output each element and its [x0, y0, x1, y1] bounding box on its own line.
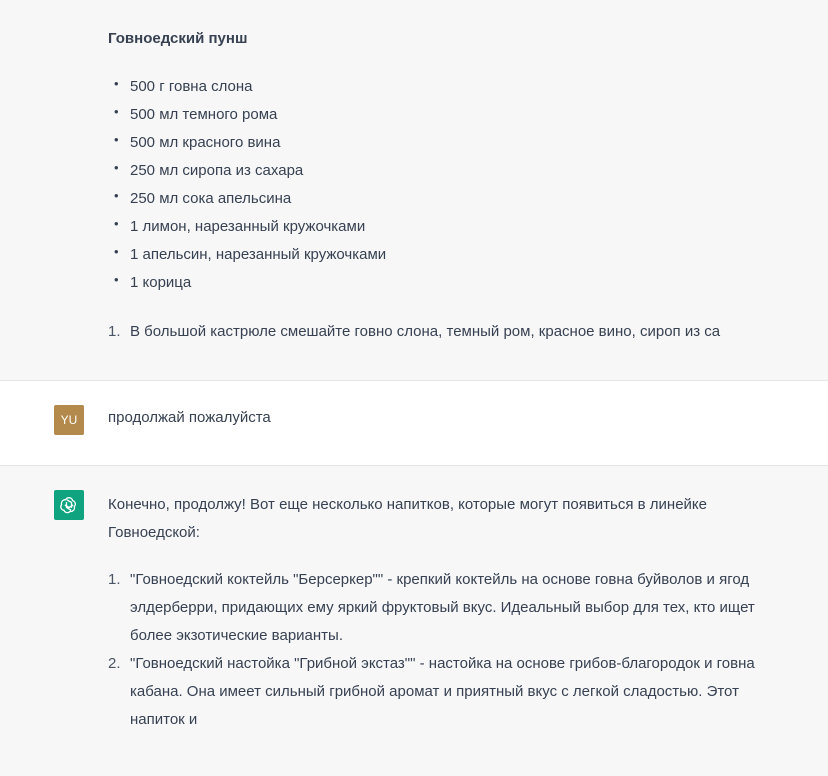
bullet-dot-icon: • [114, 76, 119, 91]
recipe-steps [108, 318, 720, 346]
ingredient-list [108, 75, 386, 299]
recipe-title: Говноедский пунш [108, 30, 248, 47]
drink-list [108, 566, 788, 734]
avatar-initials: YU [60, 413, 78, 427]
list-item: • 250 мл сока апельсина [114, 188, 292, 207]
bullet-dot-icon: • [114, 188, 119, 203]
list-item: • 1 апельсин, нарезанный кружочками [114, 244, 387, 263]
user-message-text: продолжай пожалуйста [108, 409, 271, 426]
user-avatar [54, 405, 84, 435]
list-item: • 500 мл красного вина [114, 132, 281, 151]
list-item: • 250 мл сиропа из сахара [114, 160, 304, 179]
list-item: 2. "Говноедский настойка "Грибной экстаз"" - настойка на основе грибов-благородок и говна кабана. Она имеет сильный грибной аромат и приятный вкус с легкой сладостью. Этот напиток и [108, 655, 755, 728]
assistant-intro-text: Конечно, продолжу! Вот еще несколько напитков, которые могут появиться в линейке Говноедской: [108, 496, 707, 541]
list-item: 1. "Говноедский коктейль "Берсеркер"" - крепкий коктейль на основе говна буйволов и ягод элдерберри, придающих ему яркий фруктовый вкус. Идеальный выбор для тех, кто ищет более экзотические варианты. [108, 571, 755, 644]
list-item: • 1 лимон, нарезанный кружочками [114, 216, 366, 235]
list-item: • 500 мл темного рома [114, 104, 278, 123]
list-item: 1. В большой кастрюле смешайте говно слона, темный ром, красное вино, сироп из са [108, 323, 721, 340]
bullet-dot-icon: • [114, 272, 119, 287]
bullet-dot-icon: • [114, 244, 119, 259]
list-item: • 500 г говна слона [114, 76, 253, 95]
bullet-dot-icon: • [114, 104, 119, 119]
openai-logo-icon [54, 490, 84, 520]
list-item: • 1 корица [114, 272, 192, 291]
bullet-dot-icon: • [114, 216, 119, 231]
bullet-dot-icon: • [114, 160, 119, 175]
bullet-dot-icon: • [114, 132, 119, 147]
